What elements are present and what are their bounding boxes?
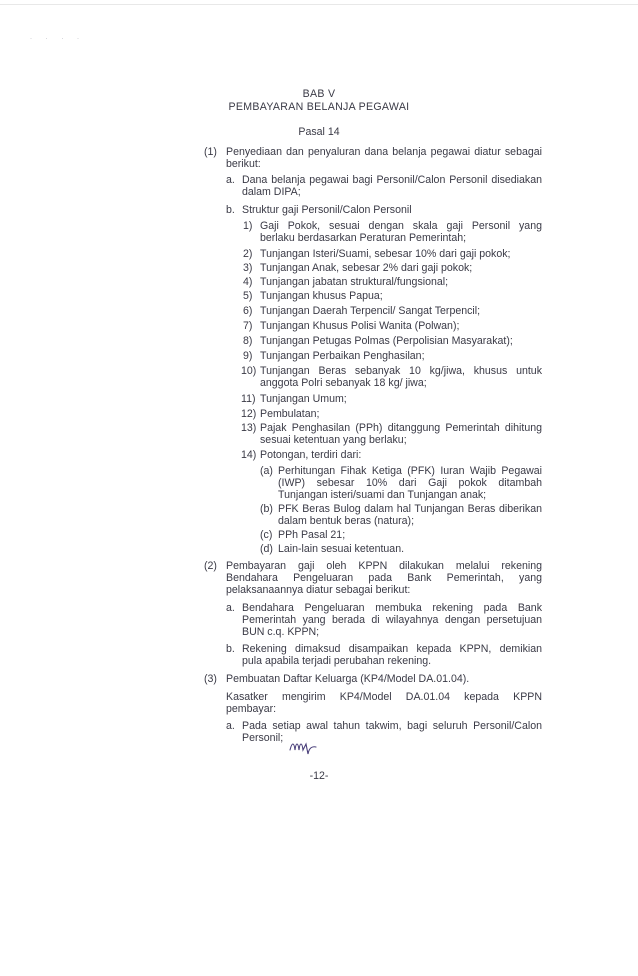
chapter-title: PEMBAYARAN BELANJA PEGAWAI — [228, 101, 410, 113]
section-2-item-a-line-3: BUN c.q. KPPN; — [242, 626, 320, 638]
section-3-line-1: Pembuatan Daftar Keluarga (KP4/Model DA.01.04). — [226, 673, 470, 685]
list-item-text: Tunjangan khusus Papua; — [260, 290, 383, 302]
list-item-number: 4) — [243, 276, 253, 288]
item-a-line-2: dalam DIPA; — [242, 186, 301, 198]
section-3-item-a-line-1: Pada setiap awal tahun takwim, bagi seluruh Personil/Calon — [242, 720, 542, 732]
list-item-text: Tunjangan Anak, sebesar 2% dari gaji pokok; — [260, 262, 473, 274]
list-item-line-2: berlaku berdasarkan Peraturan Pemerintah; — [260, 232, 467, 244]
scan-edge-line — [0, 4, 638, 5]
list-item-text: Tunjangan Khusus Polisi Wanita (Polwan); — [260, 320, 460, 332]
section-2-item-a-line-2: Pemerintah yang berada di wilayahnya dengan persetujuan — [242, 614, 542, 626]
scan-specks: · · · · — [30, 36, 85, 42]
list-item-number: 3) — [243, 262, 253, 274]
section-2-line-3: pelaksanaannya diatur sebagai berikut: — [226, 584, 411, 596]
item-a-line-1: Dana belanja pegawai bagi Personil/Calon Personil disediakan — [242, 174, 542, 186]
section-3-paragraph-line-2: pembayar: — [226, 703, 277, 715]
section-2-number: (2) — [204, 560, 217, 572]
list-item-number: 11) — [241, 393, 256, 405]
deduction-text: Lain-lain sesuai ketentuan. — [278, 543, 405, 555]
list-item-number: 9) — [243, 350, 253, 362]
list-item-text: Tunjangan Isteri/Suami, sebesar 10% dari gaji pokok; — [260, 248, 511, 260]
list-item-text: Tunjangan Daerah Terpencil/ Sangat Terpencil; — [260, 305, 481, 317]
list-item-text: Tunjangan Perbaikan Penghasilan; — [260, 350, 425, 362]
section-2-item-b-number: b. — [226, 643, 235, 655]
deduction-number: (b) — [260, 503, 273, 515]
deduction-line-2: dalam bentuk beras (natura); — [278, 515, 415, 527]
list-item-text: Tunjangan Umum; — [260, 393, 347, 405]
list-item-number: 8) — [243, 335, 253, 347]
section-2-item-b-line-1: Rekening dimaksud disampaikan kepada KPPN, demikian — [242, 643, 542, 655]
deduction-number: (c) — [260, 529, 273, 541]
list-item-line-1: Tunjangan Beras sebanyak 10 kg/jiwa, khusus untuk — [260, 365, 542, 377]
list-item-number: 1) — [243, 220, 253, 232]
section-2-item-a-line-1: Bendahara Pengeluaran membuka rekening pada Bank — [242, 602, 542, 614]
article-heading: Pasal 14 — [298, 126, 340, 138]
deduction-line-3: Tunjangan isteri/suami dan Tunjangan anak; — [278, 489, 487, 501]
section-3-item-a-line-2: Personil; — [242, 732, 284, 744]
deduction-number: (d) — [260, 543, 273, 555]
item-a-number: a. — [226, 174, 235, 186]
deduction-line-2: (IWP) sebesar 10% dari Gaji pokok ditambah — [278, 477, 542, 489]
section-1-text-line-1: Penyediaan dan penyaluran dana belanja pegawai diatur sebagai — [226, 146, 542, 158]
list-item-number: 10) — [241, 365, 257, 377]
deduction-text: PPh Pasal 21; — [278, 529, 346, 541]
item-b-title: Struktur gaji Personil/Calon Personil — [242, 204, 412, 216]
section-2-item-a-number: a. — [226, 602, 235, 614]
section-3-number: (3) — [204, 673, 217, 685]
list-item-text: Tunjangan jabatan struktural/fungsional; — [260, 276, 449, 288]
list-item-number: 6) — [243, 305, 253, 317]
section-2-line-1: Pembayaran gaji oleh KPPN dilakukan melalui rekening — [226, 560, 542, 572]
list-item-number: 2) — [243, 248, 253, 260]
initials-signature-icon — [288, 736, 318, 758]
deduction-line-1: PFK Beras Bulog dalam hal Tunjangan Beras diberikan — [278, 503, 542, 515]
list-item-number: 14) — [241, 449, 257, 461]
list-item-text: Potongan, terdiri dari: — [260, 449, 362, 461]
list-item-line-2: sesuai ketentuan yang berlaku; — [260, 434, 407, 446]
list-item-text: Pembulatan; — [260, 408, 320, 420]
section-2-line-2: Bendahara Pengeluaran pada Bank Pemerintah, yang — [226, 572, 542, 584]
section-1-text-line-2: berikut: — [226, 158, 261, 170]
section-3-paragraph-line-1: Kasatker mengirim KP4/Model DA.01.04 kepada KPPN — [226, 691, 542, 703]
list-item-line-1: Gaji Pokok, sesuai dengan skala gaji Personil yang — [260, 220, 542, 232]
list-item-line-2: anggota Polri sebanyak 18 kg/ jiwa; — [260, 377, 427, 389]
list-item-number: 5) — [243, 290, 253, 302]
page-number: -12- — [309, 770, 329, 782]
list-item-number: 13) — [241, 422, 257, 434]
chapter-heading: BAB V — [302, 88, 336, 100]
list-item-text: Tunjangan Petugas Polmas (Perpolisian Masyarakat); — [260, 335, 513, 347]
deduction-line-1: Perhitungan Fihak Ketiga (PFK) Iuran Wajib Pegawai — [278, 465, 542, 477]
list-item-number: 12) — [241, 408, 257, 420]
item-b-number: b. — [226, 204, 235, 216]
list-item-line-1: Pajak Penghasilan (PPh) ditanggung Pemerintah dihitung — [260, 422, 542, 434]
section-2-item-b-line-2: pula apabila terjadi perubahan rekening. — [242, 655, 432, 667]
list-item-number: 7) — [243, 320, 253, 332]
section-1-number: (1) — [204, 146, 217, 158]
deduction-number: (a) — [260, 465, 273, 477]
section-3-item-a-number: a. — [226, 720, 235, 732]
